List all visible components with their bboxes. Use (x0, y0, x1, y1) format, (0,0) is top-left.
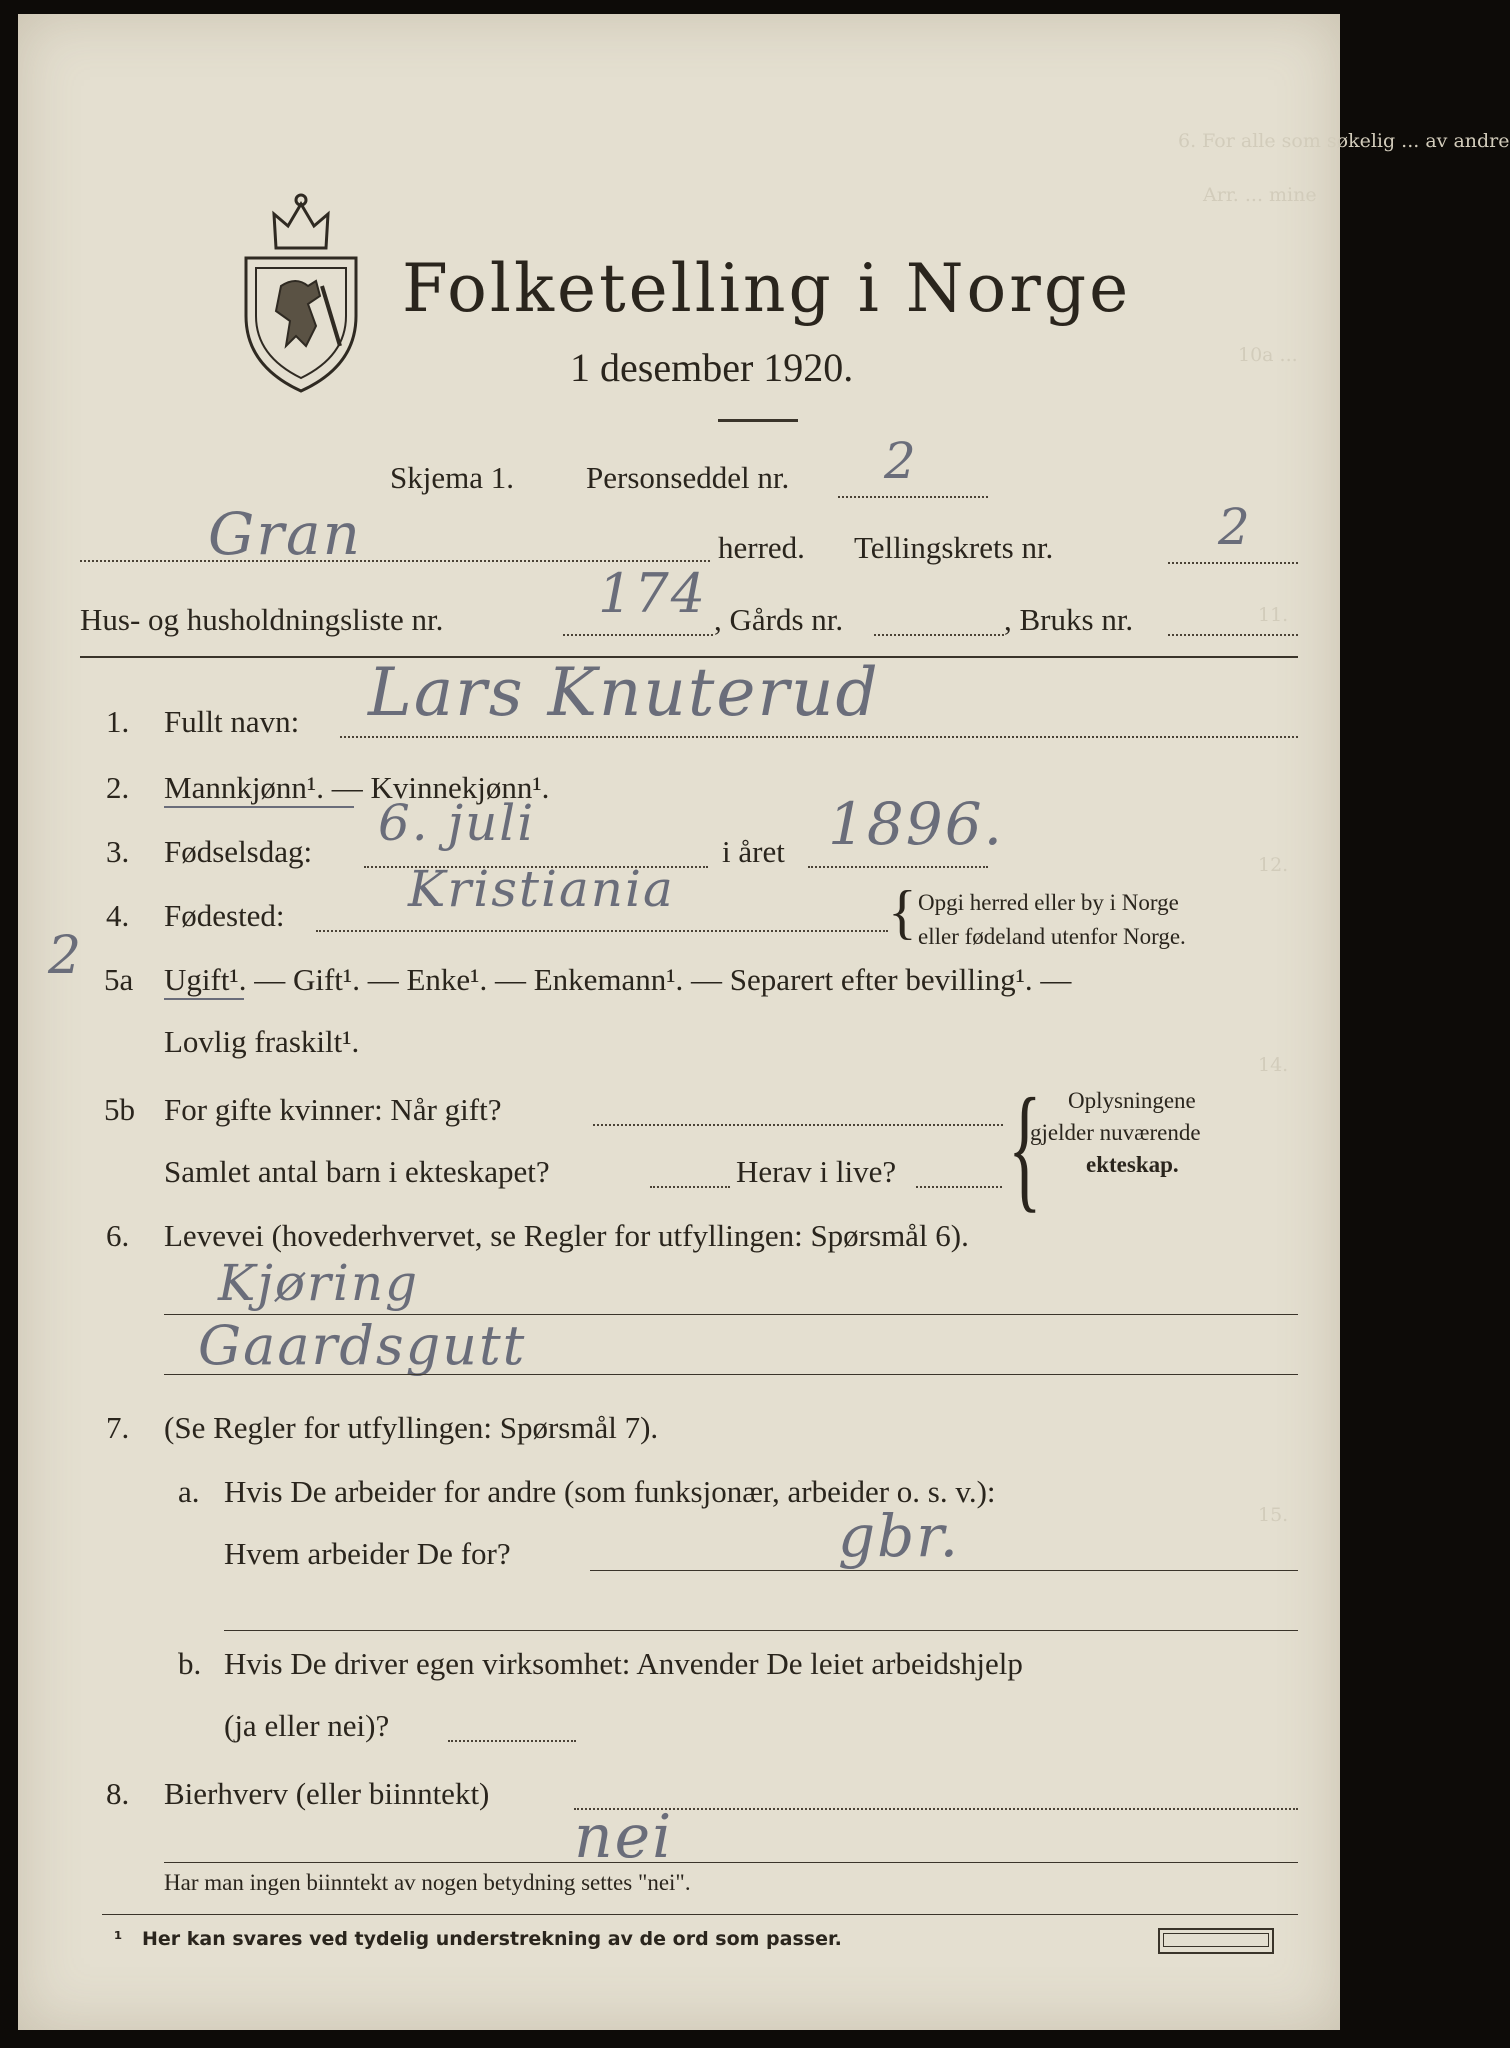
herred-value: Gran (208, 500, 362, 568)
q4-number: 4. (106, 898, 130, 933)
side-income-line-2[interactable] (164, 1862, 1298, 1863)
q4-label: Fødested: (164, 898, 285, 933)
footnote-rule (102, 1914, 1298, 1915)
bruks-label: , Bruks nr. (1004, 602, 1134, 637)
q2-number: 2. (106, 770, 130, 805)
q7-number: 7. (106, 1410, 130, 1445)
tellingskrets-field[interactable] (1168, 562, 1298, 564)
occupation-value-1: Kjøring (218, 1254, 420, 1312)
q5b-children-label: Samlet antal barn i ekteskapet? (164, 1154, 550, 1189)
q7b-label: Hvis De driver egen virksomhet: Anvender De leiet arbeidshjelp (224, 1646, 1023, 1681)
q4-note-2: eller fødeland utenfor Norge. (918, 924, 1186, 949)
footnote-text: Her kan svares ved tydelig understrekning av de ord som passer. (142, 1928, 842, 1950)
side-income-field[interactable] (574, 1808, 1298, 1810)
q7b-sub-label: (ja eller nei)? (224, 1708, 390, 1743)
hus-field[interactable] (563, 634, 713, 636)
footnote-number: ¹ (114, 1928, 123, 1950)
birthplace-value: Kristiania (408, 860, 675, 918)
gender-underline-mark (164, 806, 354, 808)
herred-label: herred. (718, 530, 805, 565)
q5b-married-label: For gifte kvinner: Når gift? (164, 1092, 502, 1127)
census-form-page: 6. For alle som søkelig ... av andre Arr. ... mine 10a ... 11. 12. 14. 15. Folketelling i Norge 1 desember 1920. Skjema 1. Personseddel nr. 2 Gran herred. Tellingskrets nr. 2 Hus- og husholdningsliste nr. 174 , Gårds nr. , Bruks nr. 1. Fullt navn: Lars Knuterud 2. Mannkjønn¹. — Kvinnekjønn¹. 3. Fødselsdag: 6. juli i året 1896. 4. Fødested: Kristiania { Opgi herred eller by i Norge eller fødeland utenfor Norge. 2 5a Ugift¹. — Gift¹. — Enke¹. — Enkemann¹. — Separert efter bevilling¹. — Lovlig fraskilt¹. 5b For gifte kvinner: Når gift? Samlet antal barn i ekteskapet? Herav i live? { Oplysningene gjelder nuværende ekteskap. 6. Levevei (hovederhvervet, se Regler for utfyllingen: Spørsmål 6). Kjøring Gaardsgutt 7. (Se Regler for utfyllingen: Spørsmål 7). a. Hvis De arbeider for andre (som funksjonær, arbeider o. s. v.): Hvem arbeider De for? gbr. b. Hvis De driver egen virksomhet: Anvender De leiet arbeidshjelp (ja eller nei)? 8. Bierhverv (eller biinntekt) nei Har man ingen biinntekt av nogen betydning settes "nei". ¹ Her kan svares ved tydelig understrekning av de ord som passer. (18, 14, 1340, 2030)
personseddel-value: 2 (884, 432, 918, 490)
q7a-sub-label: Hvem arbeider De for? (224, 1536, 511, 1571)
birthplace-field[interactable] (316, 930, 888, 932)
gards-label: , Gårds nr. (714, 602, 844, 637)
q5b-alive-label: Herav i live? (736, 1154, 897, 1189)
personseddel-label: Personseddel nr. (586, 460, 790, 495)
employer-value: gbr. (838, 1502, 961, 1570)
hus-label: Hus- og husholdningsliste nr. (80, 602, 444, 637)
birth-year-field[interactable] (808, 866, 988, 868)
q7a-label: Hvis De arbeider for andre (som funksjonær, arbeider o. s. v.): (224, 1474, 996, 1509)
full-name-value: Lars Knuterud (368, 654, 880, 731)
gards-field[interactable] (874, 634, 1004, 636)
form-title: Folketelling i Norge (402, 250, 1132, 327)
side-income-value: nei (574, 1802, 674, 1872)
q7-label: (Se Regler for utfyllingen: Spørsmål 7). (164, 1410, 659, 1445)
occupation-value-2: Gaardsgutt (198, 1314, 527, 1377)
q1-label: Fullt navn: (164, 704, 300, 739)
margin-mark: 2 (48, 926, 84, 986)
tellingskrets-label: Tellingskrets nr. (854, 530, 1054, 565)
hus-value: 174 (598, 562, 708, 625)
q3-year-label: i året (722, 834, 785, 869)
q3-number: 3. (106, 834, 130, 869)
q5a-number: 5a (104, 962, 134, 997)
q7a-letter: a. (178, 1474, 200, 1509)
employer-field[interactable] (590, 1570, 1298, 1571)
q8-number: 8. (106, 1776, 130, 1811)
form-date: 1 desember 1920. (570, 345, 854, 390)
marital-underline-mark (164, 998, 244, 1000)
occupation-line-2[interactable] (164, 1374, 1298, 1375)
printer-stamp-icon (1158, 1928, 1274, 1954)
q6-label: Levevei (hovederhvervet, se Regler for utfyllingen: Spørsmål 6). (164, 1218, 969, 1253)
q5b-brace: { (1008, 1070, 1042, 1225)
q6-number: 6. (106, 1218, 130, 1253)
gender-options[interactable]: Mannkjønn¹. — Kvinnekjønn¹. (164, 770, 550, 805)
q4-note-1: Opgi herred eller by i Norge (918, 890, 1179, 915)
q5b-number: 5b (104, 1092, 135, 1127)
norwegian-coat-of-arms-icon (236, 186, 366, 396)
q4-brace: { (888, 879, 917, 945)
children-count-field[interactable] (650, 1186, 730, 1188)
children-alive-field[interactable] (916, 1186, 1002, 1188)
side-income-note: Har man ingen biinntekt av nogen betydning settes "nei". (164, 1870, 691, 1895)
marital-status-options[interactable]: Ugift¹. — Gift¹. — Enke¹. — Enkemann¹. — Separert efter bevilling¹. — (164, 962, 1072, 997)
q5b-note-2: gjelder nuværende (1030, 1120, 1201, 1145)
marital-status-options-2[interactable]: Lovlig fraskilt¹. (164, 1024, 360, 1059)
q5b-note-1: Oplysningene (1068, 1088, 1196, 1113)
q8-label: Bierhverv (eller biinntekt) (164, 1776, 490, 1811)
q7b-letter: b. (178, 1646, 202, 1681)
q5b-note-3: ekteskap. (1086, 1152, 1179, 1177)
married-when-field[interactable] (593, 1124, 1003, 1126)
employer-line-2[interactable] (224, 1630, 1298, 1631)
hired-help-field[interactable] (448, 1740, 576, 1742)
tellingskrets-value: 2 (1218, 498, 1252, 556)
title-divider (718, 419, 798, 422)
skjema-label: Skjema 1. (390, 460, 514, 495)
birth-year-value: 1896. (828, 790, 1005, 858)
full-name-field[interactable] (340, 736, 1298, 738)
birthday-value: 6. juli (378, 794, 536, 852)
personseddel-field[interactable] (838, 496, 988, 498)
q3-label: Fødselsdag: (164, 834, 313, 869)
q1-number: 1. (106, 704, 130, 739)
bruks-field[interactable] (1168, 634, 1298, 636)
